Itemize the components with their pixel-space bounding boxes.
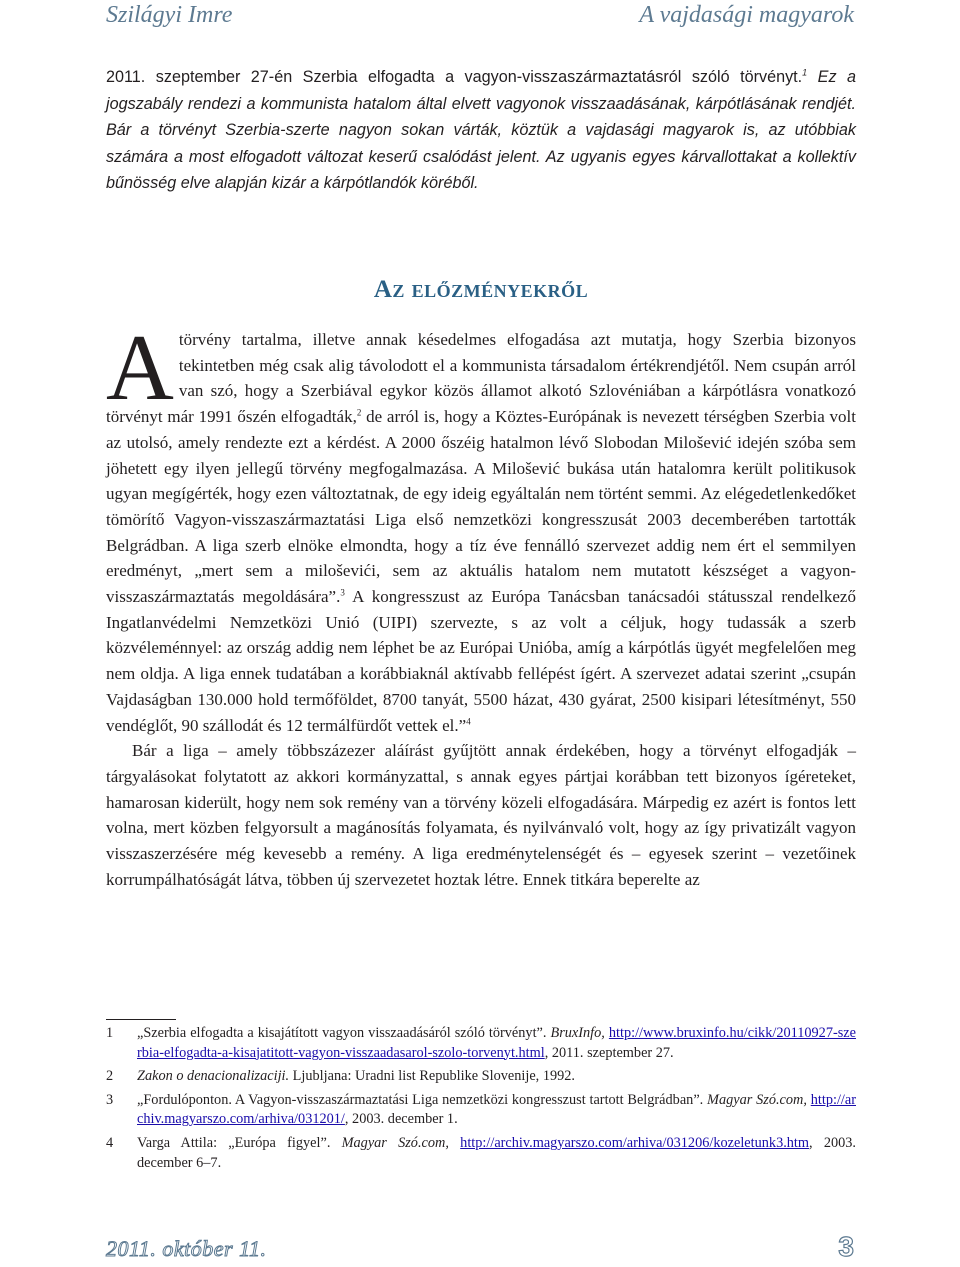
body-text-1b: de arról is, hogy a Köztes-Európának is nevezett térségben Szerbia volt az utolsó, amely rendezte ezt a kérdést. A 2000 őszéig hatalmon lévő Slobodan Milošević idején szóba sem jöhetett egy ilyen jellegű törvény megfogalmazása. A Milošević bukása után hatalomra került politikusok ugyan megígérték, hogy ezen változtatnak, de egy ideig egyáltalán nem történt semmi. Az elégedetlenkedőket tömörítő Vagyon-visszaszármaztatási Liga első nemzetközi kongresszusát 2003 decemberében tartották Belgrádban. A liga szerb elnöke elmondta, hogy a tíz éve fennálló szervezet addig nem ért el semmilyen eredményt, „mert sem a miloševići, sem az aktuális hatalom nem mutatott készséget a vagyon-visszaszármaztatás megoldására”. xyxy=(106,407,856,607)
footnote-link[interactable]: http://www.bruxinfo.hu/cikk/20110927-szerbia-elfogadta-a-kisajatitott-vagyon-visszaadasarol-szolo-torvenyt.html xyxy=(137,1025,856,1061)
header-author: Szilágyi Imre xyxy=(106,2,233,28)
footnotes xyxy=(106,1024,856,1177)
body-text-1c: A kongresszust az Európa Tanácsban tanácsadói státusszal rendelkező Ingatlanvédelmi Nemzetközi Unió (UIPI) szervezte, s az volt a céljuk, hogy tudassák a szerb közvéleménnyel: az ország addig nem léphet be az Európai Unióba, amíg a kárpótlás ügyét megfelelően meg nem oldja. A liga ennek tudatában a korábbiaknál aktívabb fellépést ígért. A szervezet adatai szerint „csupán Vajdaságban 130.000 hold termőföldet, 8700 tanyát, 5500 házat, 430 gyárat, 2500 kisipari létesítményt, 550 vendéglőt, 90 szállodát és 12 termálfürdőt vettek el.” xyxy=(106,587,856,735)
body-paragraph-1 xyxy=(106,316,856,738)
footnote-number: 3 xyxy=(106,1091,114,1108)
footnote-number: 2 xyxy=(106,1068,114,1085)
body-paragraph-2: Bár a liga – amely többszázezer aláírást gyűjtött annak érdekében, hogy a törvényt elfogadják – tárgyalásokat folytatott az akkori kormányzattal, s annak egyes pártjai korábban tett bizonyos ígéreteket, hamarosan kiderült, hogy nem sok remény van a törvény közeli elfogadására. Márpedig ez azért is fontos lett volna, mert közben felgyorsult a magánosítás folyamata, és nyilvánvaló volt, hogy az így privatizált vagyon visszaszerzésére még kevesebb a remény. A liga eredménytelenségét és – egyesek szerint – vezetőinek korrumpálhatóságát látva, többen új szervezetet hoztak létre. Ennek titkára beperelte az xyxy=(106,741,856,889)
footnote-ref-4[interactable]: 4 xyxy=(466,715,471,726)
footnote-divider xyxy=(106,1019,176,1020)
footnote-ref-3[interactable]: 3 xyxy=(340,587,345,598)
footnote-tail: , 2003. december 6–7. xyxy=(137,1134,856,1171)
footnote-tail: , 2003. december 1. xyxy=(344,1111,458,1128)
intro-paragraph xyxy=(106,64,856,197)
intro-text-2: Ez a jogszabály rendezi a kommunista hatalom által elvett vagyonok visszaadásának, kárpótlásának rendjét. Bár a törvényt Szerbia-szerte nagyon sokan várták, köztük a vajdasági magyarok is, az utóbbiak számára a most elfogadott változat keserű csalódást jelent. Az ugyanis egyes kárvallottakat a kollektív bűnösség elve alapján kizár a kárpótlandók köréből. xyxy=(106,68,857,192)
footnote-source: Magyar Szó.com, xyxy=(341,1134,449,1151)
footnote-3 xyxy=(106,1091,856,1130)
footnote-source: Magyar Szó.com, xyxy=(707,1091,807,1108)
running-header xyxy=(0,0,960,34)
drop-cap: A xyxy=(106,316,174,420)
header-title: A vajdasági magyarok xyxy=(639,2,854,28)
footnote-1 xyxy=(106,1024,856,1063)
footnote-link[interactable]: http://archiv.magyarszo.com/arhiva/031201/ xyxy=(137,1091,856,1128)
footnote-ref-1[interactable]: 1 xyxy=(802,67,808,78)
footnote-tail: , 2011. szeptember 27. xyxy=(544,1044,674,1061)
page-number: 3 xyxy=(838,1231,854,1262)
section-heading: Az előzményekről xyxy=(373,276,589,303)
footnote-tail: Ljubljana: Uradni list Republike Slovenije, 1992. xyxy=(289,1068,575,1085)
footnote-title: Zakon o denacionalizaciji. xyxy=(137,1068,290,1085)
footnote-4 xyxy=(106,1134,856,1173)
footnote-text: „Szerbia elfogadta a kisajátított vagyon visszaadásáról szóló törvényt”. xyxy=(137,1025,551,1041)
footnote-text: Varga Attila: „Európa figyel”. xyxy=(137,1134,342,1151)
footnote-source: BruxInfo, xyxy=(550,1025,605,1041)
footnote-link[interactable]: http://archiv.magyarszo.com/arhiva/031206/kozeletunk3.htm xyxy=(460,1134,810,1151)
intro-text-1: 2011. szeptember 27-én Szerbia elfogadta a vagyon-visszaszármaztatásról szóló törvényt. xyxy=(106,68,803,86)
footnote-text: „Fordulóponton. A Vagyon-visszaszármaztatási Liga nemzetközi kongresszust tartott Belgrádban”. xyxy=(137,1091,708,1108)
article-body xyxy=(106,316,856,892)
body-text-1a: törvény tartalma, illetve annak késedelmes elfogadása azt mutatja, hogy Szerbia bizonyos tekintetben még csak alig távolodott el a kommunista társadalom értékrendjétől. Nem csupán arról van szó, hogy a Szerbiával egykor közös államot alkotó Szlovéniában a kárpótlásra vonatkozó törvényt már 1991 őszén elfogadták, xyxy=(106,330,856,427)
footnote-2 xyxy=(106,1067,856,1087)
footer-date: 2011. október 11. xyxy=(106,1236,267,1261)
footnote-ref-2[interactable]: 2 xyxy=(356,407,362,418)
footnote-number: 1 xyxy=(106,1025,114,1041)
footnote-number: 4 xyxy=(106,1134,114,1151)
